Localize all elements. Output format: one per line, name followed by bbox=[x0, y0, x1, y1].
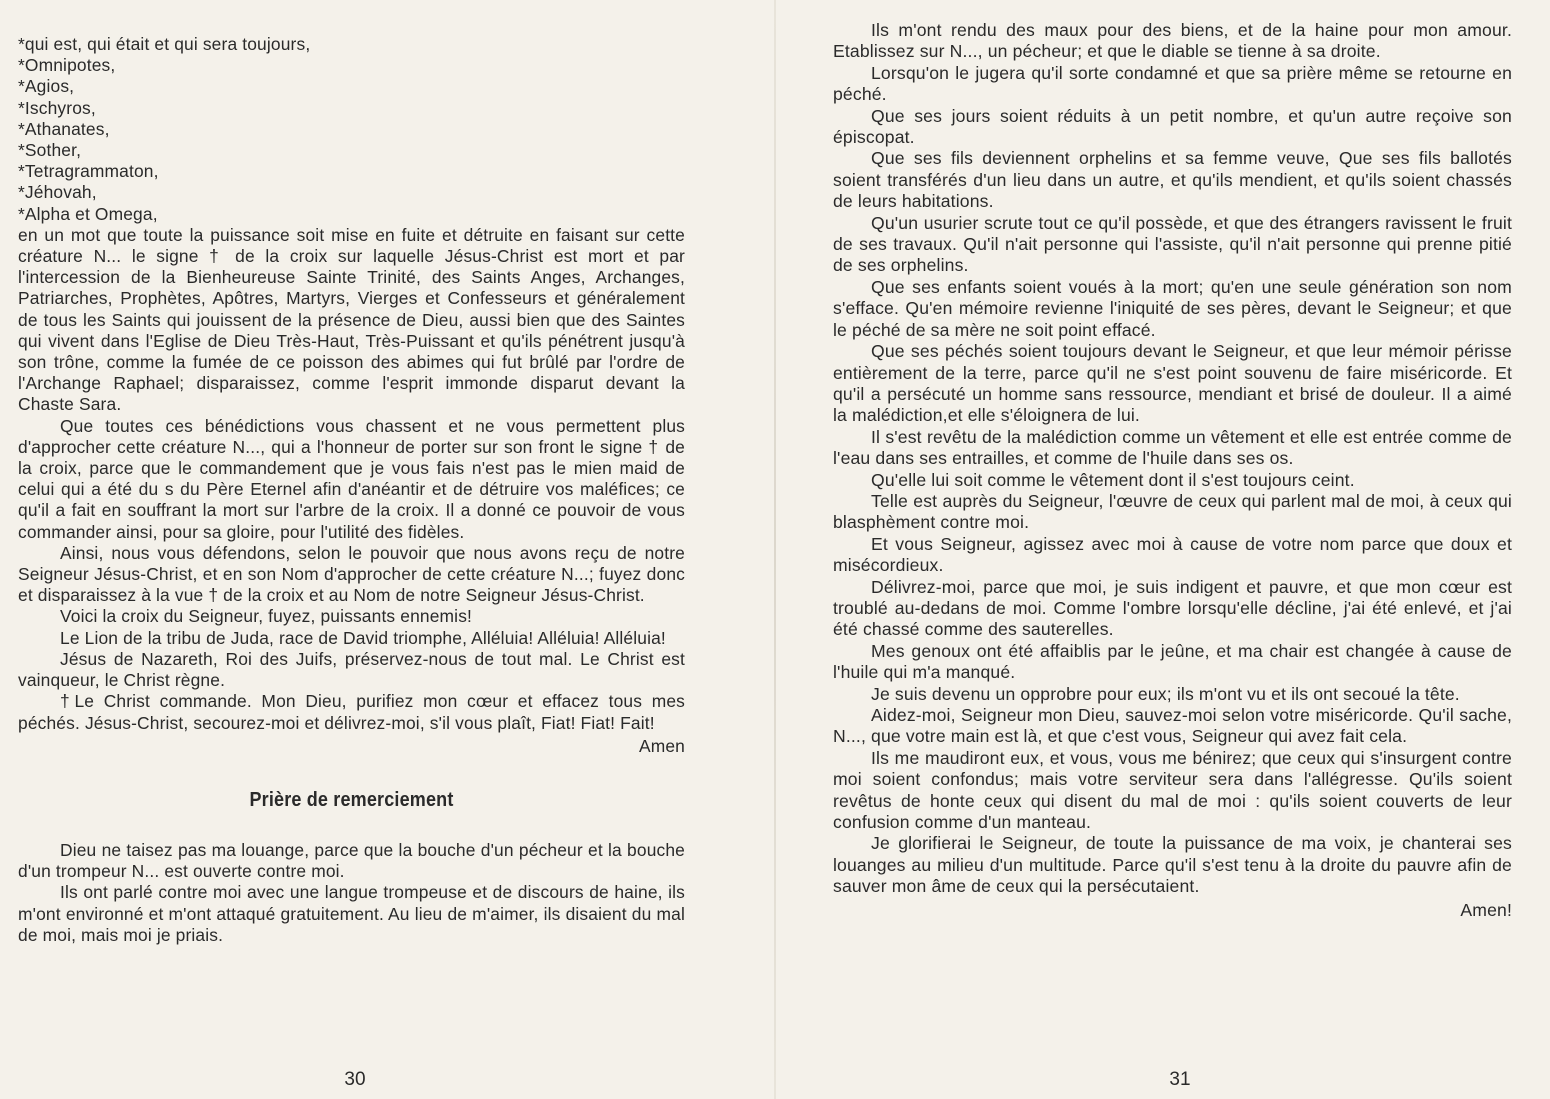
body-paragraph: Je glorifierai le Seigneur, de toute la puissance de ma voix, je chanterai ses louanges au milieu d'un multitude. Parce qu'il s'est tenu à la droite du pauvre afin de sauver mon âme de ceux qui la persécutaient. bbox=[833, 833, 1512, 897]
body-paragraph: Délivrez-moi, parce que moi, je suis indigent et pauvre, et que mon cœur est troublé au-dedans de moi. Comme l'ombre lorsqu'elle décline, j'ai été enlevé, et j'ai été chassé comme des sauterelles. bbox=[833, 576, 1512, 640]
section-heading: Prière de remerciement bbox=[249, 788, 454, 811]
page-number: 31 bbox=[1169, 1069, 1191, 1090]
body-paragraph: en un mot que toute la puissance soit mise en fuite et détruite en faisant sur cette créature N... le signe † de la croix sur laquelle Jésus-Christ est mort et par l'intercession de la Bienheureuse Sainte Trinité, des Saints Anges, Archanges, Patriarches, Prophètes, Apôtres, Martyrs, Vierges et Confesseurs et généralement de tous les Saints qui jouissent de la présence de Dieu, aussi bien que des Saintes qui vivent dans l'Eglise de Dieu Très-Haut, Très-Puissant et qu'ils pénétrent jusqu'à son trône, comme la fumée de ce poisson des abimes qui fut brûlé par l'ordre de l'Archange Raphael; disparaissez, comme l'esprit immonde disparut devant la Chaste Sara. bbox=[18, 224, 685, 415]
body-paragraph: Voici la croix du Seigneur, fuyez, puissants ennemis! bbox=[60, 606, 473, 627]
body-paragraph: Qu'un usurier scrute tout ce qu'il possède, et que des étrangers ravissent le fruit de ses travaux. Qu'il n'ait personne qui l'assiste, qu'il n'ait personne qui prenne pitié de ses orphelins. bbox=[833, 212, 1512, 276]
body-paragraph: Ils me maudiront eux, et vous, vous me bénirez; que ceux qui s'insurgent contre moi soient confondus; mais votre serviteur sera dans l'allégresse. Qu'ils soient revêtus de honte ceux qui disent du mal de moi : qu'ils soient couverts de leur confusion comme d'un manteau. bbox=[833, 747, 1512, 833]
body-paragraph: Il s'est revêtu de la malédiction comme un vêtement et elle est entrée comme de l'eau dans ses entrailles, et comme de l'huile dans ses os. bbox=[833, 426, 1512, 469]
body-paragraph: Ainsi, nous vous défendons, selon le pouvoir que nous avons reçu de notre Seigneur Jésus-Christ, et en son Nom d'approcher de cette créature N...; fuyez donc et disparaissez à la vue † de la croix et au Nom de notre Seigneur Jésus-Christ. bbox=[18, 542, 685, 606]
body-paragraph: Ils ont parlé contre moi avec une langue trompeuse et de discours de haine, ils m'ont environné et m'ont attaqué gratuitement. Au lieu de m'aimer, ils disaient du mal de moi, mais moi je priais. bbox=[18, 882, 685, 945]
body-paragraph: Je suis devenu un opprobre pour eux; ils m'ont vu et ils ont secoué la tête. bbox=[871, 683, 1460, 704]
body-paragraph: Aidez-moi, Seigneur mon Dieu, sauvez-moi selon votre miséricorde. Qu'il sache, N..., que votre main est là, et que c'est vous, Seigneur qui avez fait cela. bbox=[833, 705, 1512, 747]
body-paragraph: Telle est auprès du Seigneur, l'œuvre de ceux qui parlent mal de moi, à ceux qui blasphèment contre moi. bbox=[833, 490, 1512, 533]
amen-text: Amen! bbox=[1460, 899, 1512, 920]
body-paragraph: †Le Christ commande. Mon Dieu, purifiez mon cœur et effacez tous mes péchés. Jésus-Christ, secourez-moi et délivrez-moi, s'il vous plaît, Fiat! Fiat! Fait! bbox=[18, 691, 685, 733]
invocation-line: *Tetragrammaton, bbox=[18, 161, 159, 182]
body-paragraph: Que ses fils deviennent orphelins et sa femme veuve, Que ses fils ballotés soient transférés d'un lieu dans un autre, et qu'ils mendient, et qu'ils soient chassés de leurs habitations. bbox=[833, 148, 1512, 212]
invocation-line: *Athanates, bbox=[18, 118, 110, 139]
body-paragraph: Et vous Seigneur, agissez avec moi à cause de votre nom parce que doux et misécordieux. bbox=[833, 533, 1512, 576]
body-paragraph: Ils m'ont rendu des maux pour des biens, et de la haine pour mon amour. Etablissez sur N..., un pécheur; et que le diable se tienne à sa droite. bbox=[833, 20, 1512, 62]
body-paragraph: Que ses péchés soient toujours devant le Seigneur, et que leur mémoir périsse entièrement de la terre, parce qu'il ne s'est point souvenu de faire miséricorde. Et qu'il a persécuté un homme sans ressource, mendiant et brisé de douleur. Il a aimé la malédiction,et elle s'éloignera de lui. bbox=[833, 341, 1512, 426]
body-paragraph: Que toutes ces bénédictions vous chassent et ne vous permettent plus d'approcher cette créature N..., qui a l'honneur de porter sur son front le signe † de la croix, parce que le commandement que je vous fais n'est pas le mien maid de celui qui a été du s du Père Eternel afin d'anéantir et de détruire vos maléfices; ce qu'il a fait en souffrant la mort sur l'arbre de la croix. Il a donné ce pouvoir de vous commander ainsi, pour sa gloire, pour l'utilité des fidèles. bbox=[18, 415, 685, 542]
invocation-line: *Agios, bbox=[18, 76, 75, 97]
body-paragraph: Jésus de Nazareth, Roi des Juifs, préservez-nous de tout mal. Le Christ est vainqueur, le Christ règne. bbox=[18, 648, 685, 691]
invocation-line: *Sother, bbox=[18, 140, 82, 161]
body-paragraph: Le Lion de la tribu de Juda, race de David triomphe, Alléluia! Alléluia! Alléluia! bbox=[60, 627, 666, 648]
invocation-line: *Jéhovah, bbox=[18, 182, 97, 203]
body-paragraph: Lorsqu'on le jugera qu'il sorte condamné et que sa prière même se retourne en péché. bbox=[833, 62, 1512, 105]
body-paragraph: Que ses jours soient réduits à un petit nombre, et qu'un autre reçoive son épiscopat. bbox=[833, 105, 1512, 148]
body-paragraph: Mes genoux ont été affaiblis par le jeûne, et ma chair est changée à cause de l'huile qui m'a manqué. bbox=[833, 640, 1512, 683]
invocation-line: *qui est, qui était et qui sera toujours, bbox=[18, 34, 311, 54]
body-paragraph: Qu'elle lui soit comme le vêtement dont il s'est toujours ceint. bbox=[871, 469, 1355, 490]
body-paragraph: Dieu ne taisez pas ma louange, parce que la bouche d'un pécheur et la bouche d'un trompeur N... est ouverte contre moi. bbox=[18, 839, 685, 882]
invocation-line: *Ischyros, bbox=[18, 97, 96, 118]
invocation-line: *Alpha et Omega, bbox=[18, 203, 158, 224]
right-page bbox=[775, 0, 1550, 1099]
page-number: 30 bbox=[344, 1069, 366, 1090]
invocation-line: *Omnipotes, bbox=[18, 55, 116, 76]
amen-text: Amen bbox=[638, 735, 685, 756]
body-paragraph: Que ses enfants soient voués à la mort; qu'en une seule génération son nom s'efface. Qu'en mémoire revienne l'iniquité de ses pères, devant le Seigneur; et que le péché de sa mère ne soit point effacé. bbox=[833, 276, 1512, 340]
